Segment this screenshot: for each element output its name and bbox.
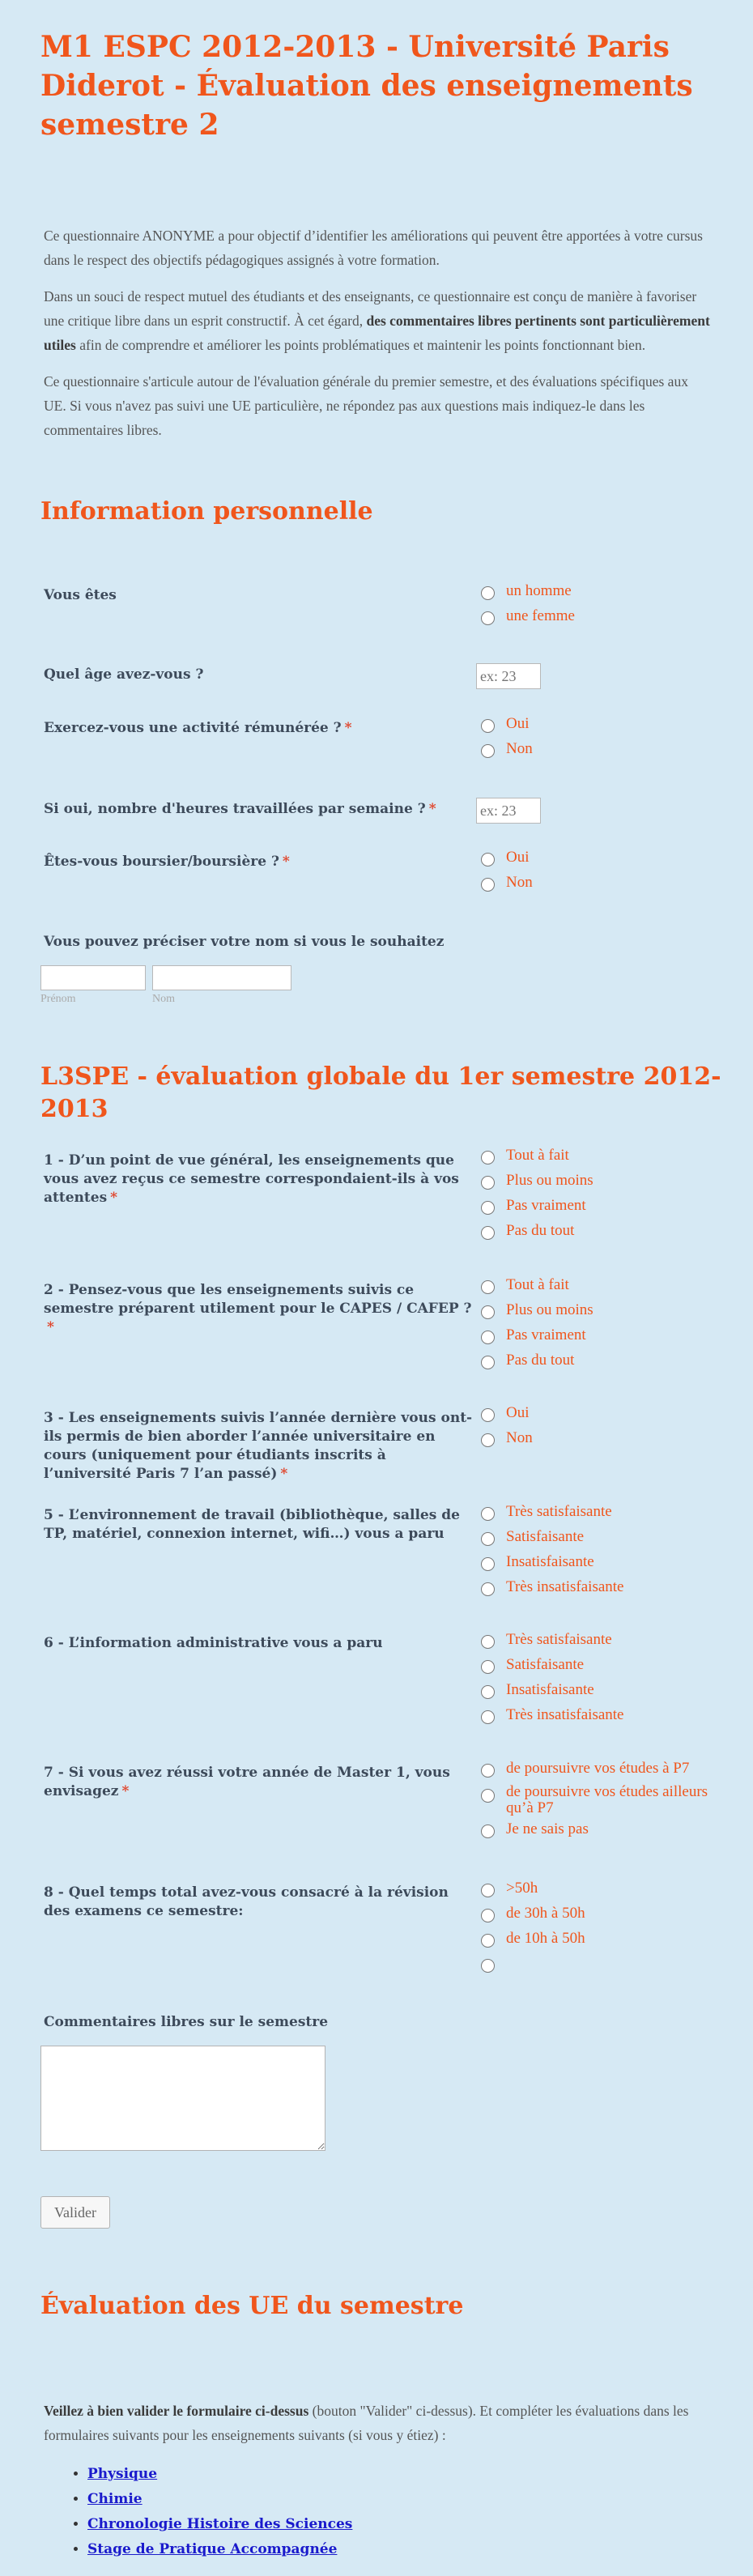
- radio-button[interactable]: [481, 586, 495, 600]
- question-label: 2 - Pensez-vous que les enseignements suivis ce semestre préparent utilement pour le CAPES / CAFEP ?: [44, 1282, 472, 1317]
- radio-button[interactable]: [481, 744, 495, 758]
- validate-button[interactable]: Valider: [40, 2196, 110, 2229]
- option-label: Pas du tout: [506, 1222, 575, 1239]
- option-label: Je ne sais pas: [506, 1820, 589, 1837]
- option-label: Oui: [506, 715, 530, 732]
- radio-option[interactable]: [481, 1275, 724, 1301]
- radio-option[interactable]: [481, 1784, 724, 1820]
- radio-option-yes[interactable]: [481, 848, 724, 873]
- radio-option-male[interactable]: [481, 581, 724, 607]
- intro-emphasis: des commentaires libres pertinents sont particulièrement utiles: [44, 313, 710, 353]
- option-label: une femme: [506, 607, 575, 624]
- radio-button[interactable]: [481, 878, 495, 892]
- question-job: [44, 719, 473, 738]
- option-label: >50h: [506, 1880, 538, 1897]
- radio-option-no[interactable]: [481, 739, 724, 764]
- option-label: Très satisfaisante: [506, 1631, 612, 1648]
- radio-button[interactable]: [481, 1507, 495, 1521]
- radio-option[interactable]: [481, 1904, 724, 1929]
- required-marker: *: [282, 854, 290, 870]
- option-label: de 30h à 50h: [506, 1905, 585, 1922]
- question-6: [44, 1634, 473, 1653]
- option-label: Pas vraiment: [506, 1197, 586, 1214]
- comments-label: [44, 2013, 473, 2032]
- question-grant: [44, 853, 473, 871]
- radio-button[interactable]: [481, 611, 495, 625]
- option-label: de poursuivre vos études à P7: [506, 1760, 690, 1777]
- option-label: Tout à fait: [506, 1147, 569, 1164]
- radio-option[interactable]: [481, 1146, 724, 1171]
- question-3: [44, 1409, 473, 1484]
- option-label: Oui: [506, 1404, 530, 1421]
- question-8: [44, 1884, 473, 1921]
- radio-button[interactable]: [481, 1909, 495, 1922]
- option-label: Très insatisfaisante: [506, 1706, 624, 1723]
- radio-option[interactable]: [481, 1879, 724, 1904]
- radio-option[interactable]: [481, 1502, 724, 1527]
- option-label: Oui: [506, 849, 530, 866]
- radio-option[interactable]: [481, 1552, 724, 1578]
- first-name-input[interactable]: [40, 965, 146, 990]
- radio-option[interactable]: [481, 1820, 724, 1845]
- option-label: Non: [506, 740, 533, 757]
- radio-button[interactable]: [481, 1660, 495, 1674]
- intro-text: Dans un souci de respect mutuel des étudiants et des enseignants, ce questionnaire est conçu de manière à favoriser une critique libre dans un esprit constructif. À cet égard,: [44, 288, 697, 329]
- hours-input[interactable]: [476, 798, 541, 824]
- ue-link-list: [66, 2462, 352, 2562]
- list-item: [87, 2537, 352, 2562]
- option-label: de 10h à 50h: [506, 1930, 585, 1947]
- link-chronologie[interactable]: Chronologie Histoire des Sciences: [87, 2516, 353, 2532]
- radio-button[interactable]: [481, 719, 495, 733]
- radio-button[interactable]: [481, 1305, 495, 1319]
- option-label: Non: [506, 1429, 533, 1446]
- option-label: Satisfaisante: [506, 1656, 585, 1673]
- question-label: Êtes-vous boursier/boursière ?: [44, 854, 279, 870]
- question-label: Vous êtes: [44, 587, 117, 603]
- radio-button[interactable]: [481, 1176, 495, 1190]
- section-heading-ue: Évaluation des UE du semestre: [40, 2292, 464, 2320]
- option-label: Satisfaisante: [506, 1528, 585, 1545]
- required-marker: *: [280, 1466, 288, 1482]
- options-q8: [481, 1879, 724, 1979]
- age-input[interactable]: [476, 663, 541, 689]
- question-age: [44, 666, 473, 684]
- radio-button[interactable]: [481, 1408, 495, 1422]
- radio-button[interactable]: [481, 1226, 495, 1240]
- option-label: Pas du tout: [506, 1352, 575, 1369]
- question-label: Exercez-vous une activité rémunérée ?: [44, 720, 342, 736]
- radio-button[interactable]: [481, 1557, 495, 1571]
- option-label: Très insatisfaisante: [506, 1578, 624, 1595]
- option-label: de poursuivre vos études ailleurs qu’à P7: [506, 1783, 708, 1816]
- radio-option[interactable]: [481, 1196, 724, 1221]
- options-q2: [481, 1275, 724, 1376]
- required-marker: *: [110, 1190, 118, 1206]
- question-label: 5 - L’environnement de travail (bibliothèque, salles de TP, matériel, connexion internet, wifi…) vous a paru: [44, 1507, 460, 1542]
- list-item: [87, 2462, 352, 2487]
- radio-button[interactable]: [481, 1331, 495, 1344]
- radio-button[interactable]: [481, 1884, 495, 1897]
- radio-option[interactable]: [481, 1301, 724, 1326]
- question-1: [44, 1152, 473, 1207]
- radio-option[interactable]: [481, 1578, 724, 1603]
- option-label: Plus ou moins: [506, 1172, 593, 1189]
- question-hours: [44, 800, 473, 819]
- question-label: 7 - Si vous avez réussi votre année de Master 1, vous envisagez: [44, 1765, 450, 1799]
- link-chimie[interactable]: Chimie: [87, 2491, 143, 2507]
- radio-button[interactable]: [481, 1685, 495, 1699]
- radio-option[interactable]: [481, 1351, 724, 1376]
- options-q3: [481, 1403, 724, 1454]
- radio-option[interactable]: [481, 1630, 724, 1655]
- radio-option[interactable]: [481, 1326, 724, 1351]
- list-item: [87, 2512, 352, 2537]
- radio-button[interactable]: [481, 1356, 495, 1369]
- question-5: [44, 1506, 473, 1543]
- radio-option-female[interactable]: [481, 607, 724, 632]
- radio-button[interactable]: [481, 1764, 495, 1778]
- radio-option[interactable]: [481, 1759, 724, 1784]
- radio-button[interactable]: [481, 1151, 495, 1165]
- option-label: Pas vraiment: [506, 1326, 586, 1343]
- question-label: 3 - Les enseignements suivis l’année dernière vous ont-ils permis de bien aborder l’année universitaire en cours (uniquement pour étudiants inscrits à l’université Paris 7 l’an passé): [44, 1410, 473, 1482]
- question-label: Vous pouvez préciser votre nom si vous le souhaitez: [44, 934, 445, 950]
- question-sex: [44, 586, 473, 605]
- ue-instructions: [44, 2399, 708, 2447]
- radio-option-yes[interactable]: [481, 714, 724, 739]
- options-job: [481, 714, 724, 764]
- options-q5: [481, 1502, 724, 1603]
- section-heading-personal: Information personnelle: [40, 497, 373, 526]
- radio-option[interactable]: [481, 1429, 724, 1454]
- option-label: un homme: [506, 582, 572, 599]
- radio-button[interactable]: [481, 1280, 495, 1294]
- radio-button[interactable]: [481, 1201, 495, 1215]
- link-stage[interactable]: Stage de Pratique Accompagnée: [87, 2541, 338, 2557]
- intro-paragraph-1: Ce questionnaire ANONYME a pour objectif d’identifier les améliorations qui peuvent être apportées à votre cursus dans le respect des objectifs pédagogiques assignés à votre formation.: [44, 228, 703, 268]
- question-label: Si oui, nombre d'heures travaillées par semaine ?: [44, 801, 426, 817]
- ue-instructions-text: (bouton "Valider" ci-dessus). Et compléter les évaluations dans les formulaires suivants pour les enseignements suivants (si vous y étiez) :: [44, 2403, 689, 2443]
- required-marker: *: [47, 1319, 54, 1335]
- radio-button[interactable]: [481, 1824, 495, 1838]
- radio-button[interactable]: [481, 1710, 495, 1724]
- question-7: [44, 1764, 473, 1801]
- first-name-sublabel: Prénom: [40, 993, 76, 1005]
- radio-option-no[interactable]: [481, 873, 724, 898]
- radio-option[interactable]: [481, 1221, 724, 1246]
- radio-button[interactable]: [481, 853, 495, 866]
- radio-option[interactable]: [481, 1929, 724, 1954]
- radio-option[interactable]: [481, 1655, 724, 1680]
- radio-option[interactable]: [481, 1680, 724, 1705]
- link-physique[interactable]: Physique: [87, 2466, 158, 2482]
- question-label: Commentaires libres sur le semestre: [44, 2014, 329, 2030]
- question-label: Quel âge avez-vous ?: [44, 666, 204, 683]
- radio-option[interactable]: [481, 1954, 724, 1979]
- question-label: 6 - L’information administrative vous a paru: [44, 1635, 383, 1651]
- radio-button[interactable]: [481, 1789, 495, 1803]
- ue-instructions-emphasis: Veillez à bien valider le formulaire ci-dessus: [44, 2403, 309, 2419]
- radio-button[interactable]: [481, 1934, 495, 1948]
- radio-option[interactable]: [481, 1171, 724, 1196]
- radio-button[interactable]: [481, 1635, 495, 1649]
- options-sex: [481, 581, 724, 632]
- radio-option[interactable]: [481, 1403, 724, 1429]
- question-name: [44, 933, 473, 952]
- radio-button[interactable]: [481, 1959, 495, 1973]
- radio-button[interactable]: [481, 1582, 495, 1596]
- required-marker: *: [121, 1783, 130, 1799]
- option-label: Insatisfaisante: [506, 1681, 594, 1698]
- options-q1: [481, 1146, 724, 1246]
- options-q7: [481, 1759, 724, 1845]
- options-grant: [481, 848, 724, 898]
- radio-option[interactable]: [481, 1705, 724, 1731]
- last-name-sublabel: Nom: [152, 993, 175, 1005]
- last-name-input[interactable]: [152, 965, 291, 990]
- option-label: Plus ou moins: [506, 1301, 593, 1318]
- radio-option[interactable]: [481, 1527, 724, 1552]
- option-label: Insatisfaisante: [506, 1553, 594, 1570]
- section-heading-global: L3SPE - évaluation globale du 1er semestre 2012-2013: [40, 1062, 721, 1123]
- options-q6: [481, 1630, 724, 1731]
- required-marker: *: [344, 720, 352, 736]
- radio-button[interactable]: [481, 1532, 495, 1546]
- page-title: M1 ESPC 2012-2013 - Université Paris Diderot - Évaluation des enseignements semestre 2: [40, 30, 693, 142]
- list-item: [87, 2487, 352, 2512]
- intro-paragraph-3: Ce questionnaire s'articule autour de l'évaluation générale du premier semestre, et des évaluations spécifiques aux UE. Si vous n'avez pas suivi une UE particulière, ne répondez pas aux questions mais indiquez-le dans les commentaires libres.: [44, 373, 688, 438]
- intro: [40, 224, 713, 442]
- intro-text: afin de comprendre et améliorer les points problématiques et maintenir les points fonctionnant bien.: [75, 337, 646, 353]
- radio-button[interactable]: [481, 1433, 495, 1447]
- question-label: 1 - D’un point de vue général, les enseignements que vous avez reçus ce semestre correspondaient-ils à vos attentes: [44, 1152, 459, 1206]
- comments-textarea[interactable]: [40, 2046, 325, 2151]
- question-label: 8 - Quel temps total avez-vous consacré à la révision des examens ce semestre:: [44, 1884, 449, 1919]
- option-label: Tout à fait: [506, 1276, 569, 1293]
- option-label: Très satisfaisante: [506, 1503, 612, 1520]
- intro-paragraph-2: [44, 284, 713, 357]
- question-2: [44, 1281, 473, 1337]
- option-label: Non: [506, 874, 533, 891]
- required-marker: *: [428, 801, 436, 817]
